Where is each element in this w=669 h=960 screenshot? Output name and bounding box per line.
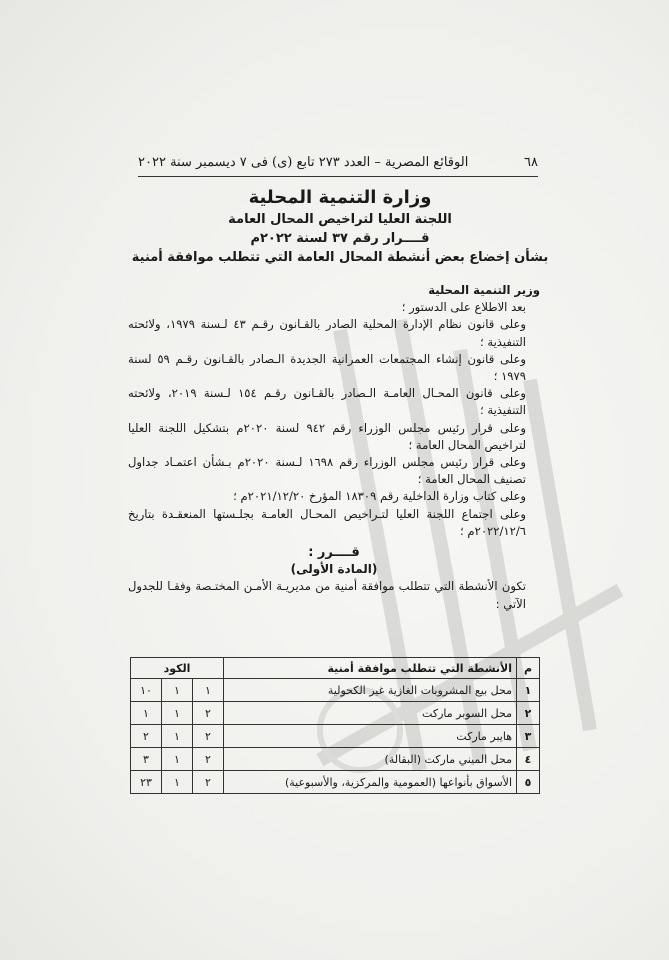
article-heading: (المادة الأولى) bbox=[290, 562, 378, 577]
running-header bbox=[138, 155, 538, 170]
committee-title: اللجنة العليا لتراخيص المحال العامة bbox=[228, 212, 452, 227]
table-row bbox=[131, 679, 540, 702]
row-activity: الأسواق بأنواعها (العمومية والمركزية، والأسبوعية) bbox=[224, 771, 517, 794]
header-activity: الأنشطة التي تتطلب موافقة أمنية bbox=[224, 658, 517, 679]
table-row bbox=[131, 702, 540, 725]
row-code-2: ١ bbox=[162, 702, 193, 725]
gazette-issue: الوقائع المصرية – العدد ٢٧٣ تابع (ى) فى ٧ ديسمبر سنة ٢٠٢٢ bbox=[138, 155, 469, 170]
activities-table bbox=[130, 657, 540, 794]
row-code-1: ١ bbox=[193, 679, 224, 702]
row-num: ٤ bbox=[517, 748, 540, 771]
preamble-item: بعد الاطلاع على الدستور ؛ bbox=[401, 300, 526, 315]
table-row bbox=[131, 748, 540, 771]
row-activity: محل الميني ماركت (البقالة) bbox=[224, 748, 517, 771]
row-activity: هايبر ماركت bbox=[224, 725, 517, 748]
preamble-item: وعلى قانون المحـال العامـة الـصادر بالقـانون رقـم ١٥٤ لـسنة ٢٠١٩، ولائحته التنفيذية ؛ bbox=[128, 386, 526, 418]
header-divider bbox=[138, 176, 538, 177]
decided-heading: قــــرر : bbox=[308, 545, 360, 561]
row-code-2: ١ bbox=[162, 679, 193, 702]
row-code-2: ١ bbox=[162, 771, 193, 794]
row-code-3: ٢ bbox=[131, 725, 162, 748]
preamble-item: وعلى كتاب وزارة الداخلية رقم ١٨٣٠٩ المؤرخ ٢٠٢١/١٢/٢٠م ؛ bbox=[233, 489, 526, 504]
title-block bbox=[130, 186, 550, 267]
row-num: ٢ bbox=[517, 702, 540, 725]
row-code-1: ٢ bbox=[193, 702, 224, 725]
decree-subject: بشأن إخضاع بعض أنشطة المحال العامة التي تتطلب موافقة أمنية bbox=[131, 250, 549, 265]
row-code-3: ٢٣ bbox=[131, 771, 162, 794]
row-activity: محل السوبر ماركت bbox=[224, 702, 517, 725]
preamble-item: وعلى قرار رئيس مجلس الوزراء رقم ١٦٩٨ لـسنة ٢٠٢٠م بـشأن اعتمـاد جداول تصنيف المحال العامة ؛ bbox=[128, 455, 527, 487]
row-code-3: ١٠ bbox=[131, 679, 162, 702]
row-num: ٥ bbox=[517, 771, 540, 794]
row-code-3: ١ bbox=[131, 702, 162, 725]
row-activity: محل بيع المشروبات الغازية غير الكحولية bbox=[224, 679, 517, 702]
article-text: تكون الأنشطة التي تتطلب موافقة أمنية من مديريـة الأمـن المختـصة وفقـا للجدول الآتي : bbox=[128, 579, 526, 611]
row-code-2: ١ bbox=[162, 748, 193, 771]
ministry-title: وزارة التنمية المحلية bbox=[248, 187, 432, 208]
table-header-row bbox=[131, 658, 540, 679]
page-number: ٦٨ bbox=[524, 155, 538, 170]
row-code-3: ٣ bbox=[131, 748, 162, 771]
row-code-1: ٢ bbox=[193, 748, 224, 771]
minister-heading: وزير التنمية المحلية bbox=[428, 283, 540, 297]
header-code: الكود bbox=[131, 658, 224, 679]
row-code-2: ١ bbox=[162, 725, 193, 748]
table-row bbox=[131, 725, 540, 748]
preamble-item: وعلى قرار رئيس مجلس الوزراء رقم ٩٤٢ لسنة ٢٠٢٠م بتشكيل اللجنة العليا لتراخيص المحال العامة ؛ bbox=[128, 420, 526, 452]
preamble-item: وعلى اجتماع اللجنة العليا لتـراخيص المحـال العامـة بجلـستها المنعقـدة بتاريخ ٢٠٢٢/١٢/٦م ؛ bbox=[128, 506, 526, 538]
preamble-item: وعلى قانون إنشاء المجتمعات العمرانية الجديدة الـصادر بالقـانون رقـم ٥٩ لسنة ١٩٧٩ ؛ bbox=[128, 351, 526, 384]
row-num: ٣ bbox=[517, 725, 540, 748]
decree-number: قــــرار رقم ٣٧ لسنة ٢٠٢٢م bbox=[250, 231, 430, 246]
row-code-1: ٢ bbox=[193, 725, 224, 748]
decree-body bbox=[128, 282, 540, 613]
row-num: ١ bbox=[517, 679, 540, 702]
header-num: م bbox=[517, 658, 540, 679]
row-code-1: ٢ bbox=[193, 771, 224, 794]
table-row bbox=[131, 771, 540, 794]
preamble-item: وعلى قانون نظام الإدارة المحلية الصادر بالقـانون رقـم ٤٣ لـسنة ١٩٧٩، ولائحته التنفيذية ؛ bbox=[128, 317, 527, 349]
